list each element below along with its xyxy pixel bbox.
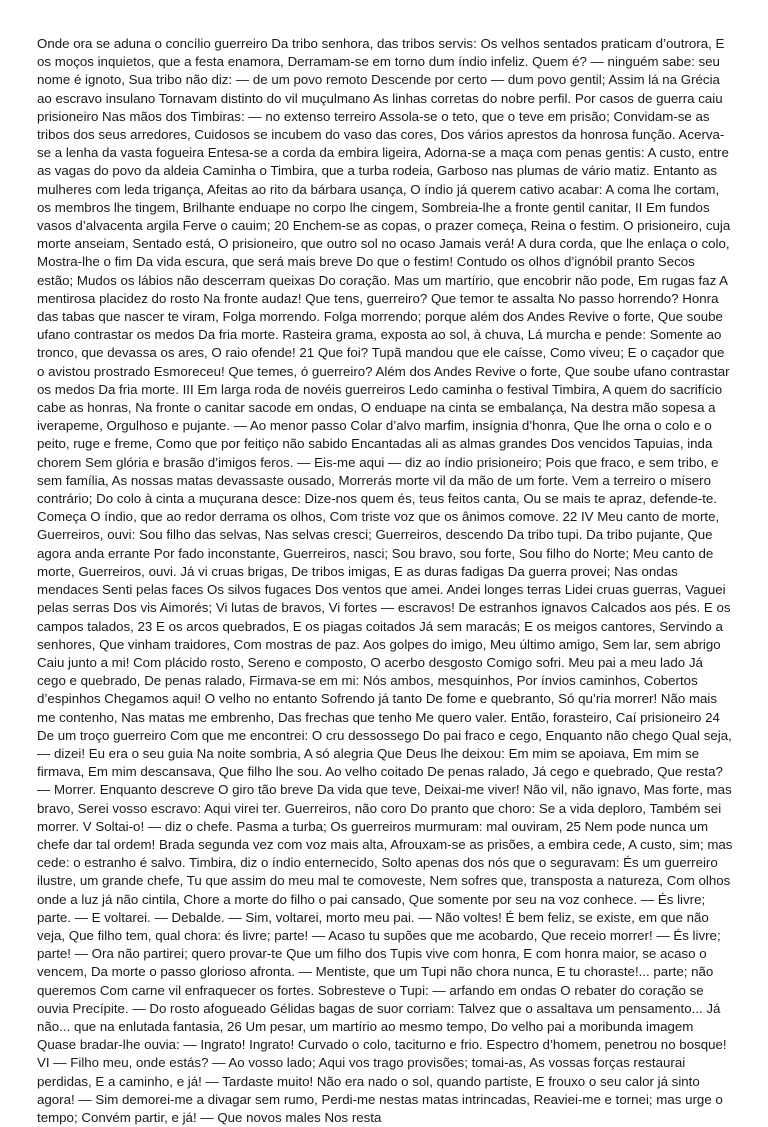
document-page <box>37 35 733 1125</box>
poem-body-text: Onde ora se aduna o concílio guerreiro Da tribo senhora, das tribos servis: Os velhos sentados praticam d’outrora, E os moços inquietos, que a festa enamora, Derramam-se em torno dum índio infeliz. Quem é? — ninguém sabe: seu nome é ignoto, Sua tribo não diz: — de um povo remoto Descende por certo — dum povo gentil; Assim lá na Grécia ao escravo insulano Tornavam distinto do vil muçulmano As linhas corretas do nobre perfil. Por casos de guerra caiu prisioneiro Nas mãos dos Timbiras: — no extenso terreiro Assola-se o teto, que o teve em prisão; Convidam-se as tribos dos seus arredores, Cuidosos se incubem do vaso das cores, Dos vários aprestos da honrosa função. Acerva-se a lenha da vasta fogueira Entesa-se a corda da embira ligeira, Adorna-se a maça com penas gentis: A custo, entre as vagas do povo da aldeia Caminha o Timbira, que a turba rodeia, Garboso nas plumas de vário matiz. Entanto as mulheres com leda trigança, Afeitas ao rito da bárbara usança, O índio já querem cativo acabar: A coma lhe cortam, os membros lhe tingem, Brilhante enduape no corpo lhe cingem, Sombreia-lhe a fronte gentil canitar, II Em fundos vasos d’alvacenta argila Ferve o cauim; 20 Enchem-se as copas, o prazer começa, Reina o festim. O prisioneiro, cuja morte anseiam, Sentado está, O prisioneiro, que outro sol no ocaso Jamais verá! A dura corda, que lhe enlaça o colo, Mostra-lhe o fim Da vida escura, que será mais breve Do que o festim! Contudo os olhos d’ignóbil pranto Secos estão; Mudos os lábios não descerram queixas Do coração. Mas um martírio, que encobrir não pode, Em rugas faz A mentirosa placidez do rosto Na fronte audaz! Que tens, guerreiro? Que temor te assalta No passo horrendo? Honra das tabas que nascer te viram, Folga morrendo. Folga morrendo; porque além dos Andes Revive o forte, Que soube ufano contrastar os medos Da fria morte. Rasteira grama, exposta ao sol, à chuva, Lá murcha e pende: Somente ao tronco, que devassa os ares, O raio ofende! 21 Que foi? Tupã mandou que ele caísse, Como viveu; E o caçador que o avistou prostrado Esmoreceu! Que temes, ó guerreiro? Além dos Andes Revive o forte, Que soube ufano contrastar os medos Da fria morte. III Em larga roda de novéis guerreiros Ledo caminha o festival Timbira, A quem do sacrifício cabe as honras, Na fronte o canitar sacode em ondas, O enduape na cinta se embalança, Na destra mão sopesa a iverapeme, Orgulhoso e pujante. — Ao menor passo Colar d’alvo marfim, insígnia d’honra, Que lhe orna o colo e o peito, ruge e freme, Como que por feitiço não sabido Encantadas ali as almas grandes Dos vencidos Tapuias, inda chorem Sem glória e brasão d’imigos feros. — Eis-me aqui — diz ao índio prisioneiro; Pois que fraco, e sem tribo, e sem família, As nossas matas devassaste ousado, Morrerás morte vil da mão de um forte. Vem a terreiro o mísero contrário; Do colo à cinta a muçurana desce: Dize-nos quem és, teus feitos canta, Ou se mais te apraz, defende-te. Começa O índio, que ao redor derrama os olhos, Com triste voz que os ânimos comove. 22 IV Meu canto de morte, Guerreiros, ouvi: Sou filho das selvas, Nas selvas cresci; Guerreiros, descendo Da tribo tupi. Da tribo pujante, Que agora anda errante Por fado inconstante, Guerreiros, nasci; Sou bravo, sou forte, Sou filho do Norte; Meu canto de morte, Guerreiros, ouvi. Já vi cruas brigas, De tribos imigas, E as duras fadigas Da guerra provei; Nas ondas mendaces Senti pelas faces Os silvos fugaces Dos ventos que amei. Andei longes terras Lidei cruas guerras, Vaguei pelas serras Dos vis Aimorés; Vi lutas de bravos, Vi fortes — escravos! De estranhos ignavos Calcados aos pés. E os campos talados, 23 E os arcos quebrados, E os piagas coitados Já sem maracás; E os meigos cantores, Servindo a senhores, Que vinham traidores, Com mostras de paz. Aos golpes do imigo, Meu último amigo, Sem lar, sem abrigo Caiu junto a mi! Com plácido rosto, Sereno e composto, O acerbo desgosto Comigo sofri. Meu pai a meu lado Já cego e quebrado, De penas ralado, Firmava-se em mi: Nós ambos, mesquinhos, Por ínvios caminhos, Cobertos d’espinhos Chegamos aqui! O velho no entanto Sofrendo já tanto De fome e quebranto, Só qu’ria morrer! Não mais me contenho, Nas matas me embrenho, Das frechas que tenho Me quero valer. Então, forasteiro, Caí prisioneiro 24 De um troço guerreiro Com que me encontrei: O cru dessossego Do pai fraco e cego, Enquanto não chego Qual seja, — dizei! Eu era o seu guia Na noite sombria, A só alegria Que Deus lhe deixou: Em mim se apoiava, Em mim se firmava, Em mim descansava, Que filho lhe sou. Ao velho coitado De penas ralado, Já cego e quebrado, Que resta? — Morrer. Enquanto descreve O giro tão breve Da vida que teve, Deixai-me viver! Não vil, não ignavo, Mas forte, mas bravo, Serei vosso escravo: Aqui virei ter. Guerreiros, não coro Do pranto que choro: Se a vida deploro, Também sei morrer. V Soltai-o! — diz o chefe. Pasma a turba; Os guerreiros murmuram: mal ouviram, 25 Nem pode nunca um chefe dar tal ordem! Brada segunda vez com voz mais alta, Afrouxam-se as prisões, a embira cede, A custo, sim; mas cede: o estranho é salvo. Timbira, diz o índio enternecido, Solto apenas dos nós que o seguravam: És um guerreiro ilustre, um grande chefe, Tu que assim do meu mal te comoveste, Nem sofres que, transposta a natureza, Com olhos onde a luz já não cintila, Chore a morte do filho o pai cansado, Que somente por seu na voz conhece. — És livre; parte. — E voltarei. — Debalde. — Sim, voltarei, morto meu pai. — Não voltes! É bem feliz, se existe, em que não veja, Que filho tem, qual chora: és livre; parte! — Acaso tu supões que me acobardo, Que receio morrer! — És livre; parte! — Ora não partirei; quero provar-te Que um filho dos Tupis vive com honra, E com honra maior, se acaso o vencem, Da morte o passo glorioso afronta. — Mentiste, que um Tupi não chora nunca, E tu choraste!... parte; não queremos Com carne vil enfraquecer os fortes. Sobresteve o Tupi: — arfando em ondas O rebater do coração se ouvia Precípite. — Do rosto afogueado Gélidas bagas de suor corriam: Talvez que o assaltava um pensamento... Já não... que na enlutada fantasia, 26 Um pesar, um martírio ao mesmo tempo, Do velho pai a moribunda imagem Quase bradar-lhe ouvia: — Ingrato! Ingrato! Curvado o colo, taciturno e frio. Espectro d’homem, penetrou no bosque! VI — Filho meu, onde estás? — Ao vosso lado; Aqui vos trago provisões; tomai-as, As vossas forças restaurai perdidas, E a caminho, e já! — Tardaste muito! Não era nado o sol, quando partiste, E frouxo o seu calor já sinto agora! — Sim demorei-me a divagar sem rumo, Perdi-me nestas matas intrincadas, Reaviei-me e tornei; mas urge o tempo; Convém partir, e já! — Que novos males Nos resta <box>37 36 733 1125</box>
